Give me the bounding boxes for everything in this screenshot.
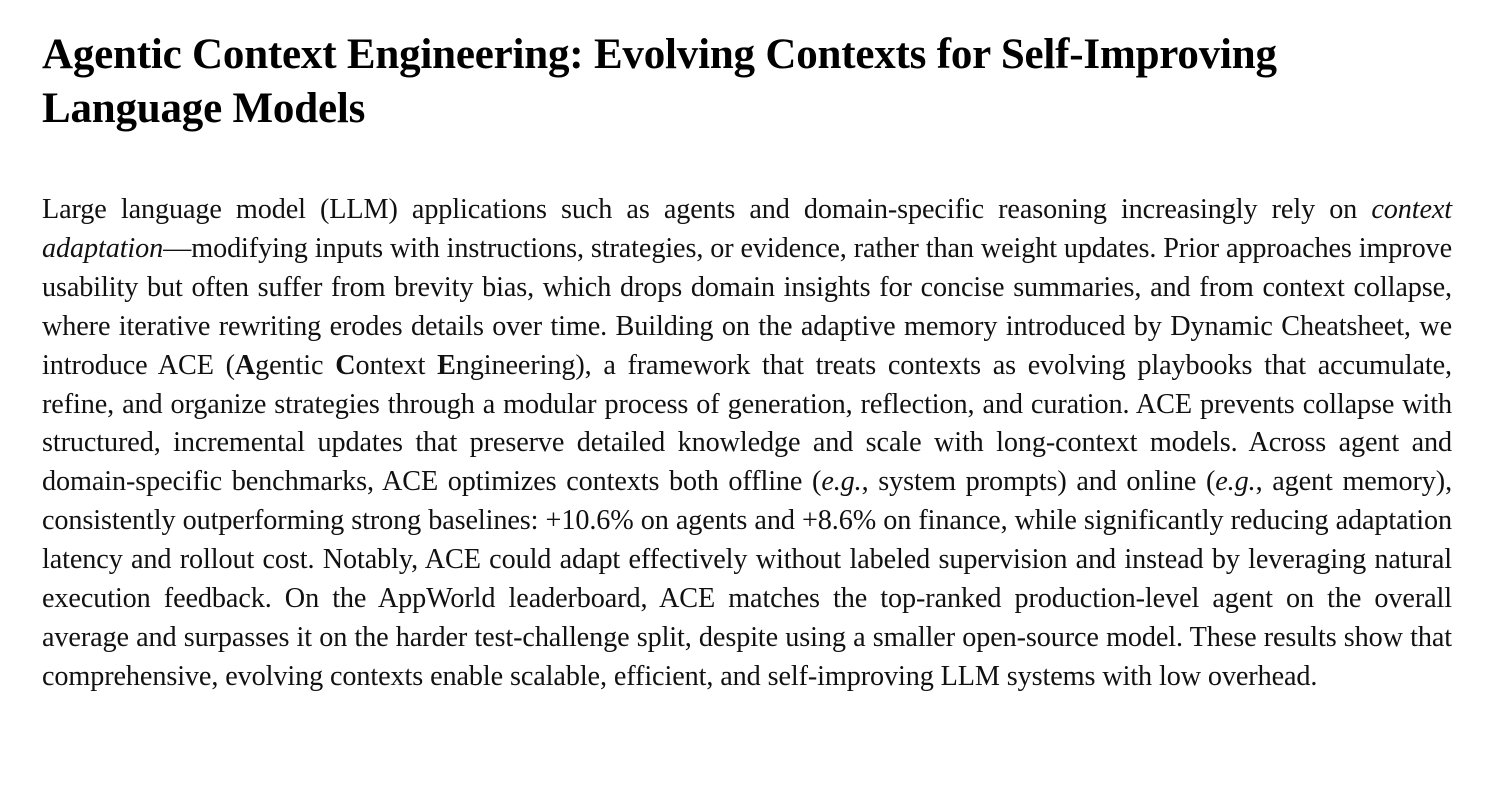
abstract-text: Large language model (LLM) applications such as agents and domain-specific reasoning increasingly rely on	[42, 194, 1372, 225]
abstract-text: ngineering), a framework that treats contexts as evolving playbooks that accumulate, refine, and organize strategies through a modular process of generation, reflection, and curation. ACE prevents collapse with structured, incremental updates that preserve detailed knowledge and scale with long-context models. Across agent and domain-specific benchmarks, ACE optimizes contexts both offline (	[42, 349, 1452, 498]
abstract-emphasis-eg: e.g.	[821, 466, 862, 498]
abstract-emphasis-eg: e.g.	[1215, 466, 1256, 498]
abstract-text: , system prompts) and online (	[861, 466, 1216, 498]
acronym-letter-e: E	[437, 349, 456, 381]
abstract-emphasis-context-adaptation: context adaptation	[42, 194, 1452, 264]
paper-title: Agentic Context Engineering: Evolving Contexts for Self-Improving Language Models	[42, 31, 1277, 132]
acronym-letter-c: C	[335, 349, 356, 381]
abstract-text: , agent memory), consistently outperforming strong baselines: +10.6% on agents and +8.6% on finance, while significantly reducing adaptation latency and rollout cost. Notably, ACE could adapt effectively without labeled supervision and instead by leveraging natural execution feedback. On the AppWorld leaderboard, ACE matches the top-ranked production-level agent on the overall average and surpasses it on the harder test-challenge split, despite using a smaller open-source model. These results show that comprehensive, evolving contexts enable scalable, efficient, and self-improving LLM systems with low overhead.	[42, 466, 1453, 692]
paper-page	[42, 28, 1452, 697]
acronym-letter-a: A	[234, 349, 256, 381]
abstract-text: ontext	[355, 349, 438, 381]
abstract-paragraph	[42, 191, 1452, 697]
abstract-text: —modifying inputs with instructions, strategies, or evidence, rather than weight updates. Prior approaches improve usability but often suffer from brevity bias, which drops domain insights for concise summaries, and from context collapse, where iterative rewriting erodes details over time. Building on the adaptive memory introduced by Dynamic Cheatsheet, we introduce ACE (	[42, 232, 1452, 381]
abstract-text: gentic	[255, 349, 336, 381]
